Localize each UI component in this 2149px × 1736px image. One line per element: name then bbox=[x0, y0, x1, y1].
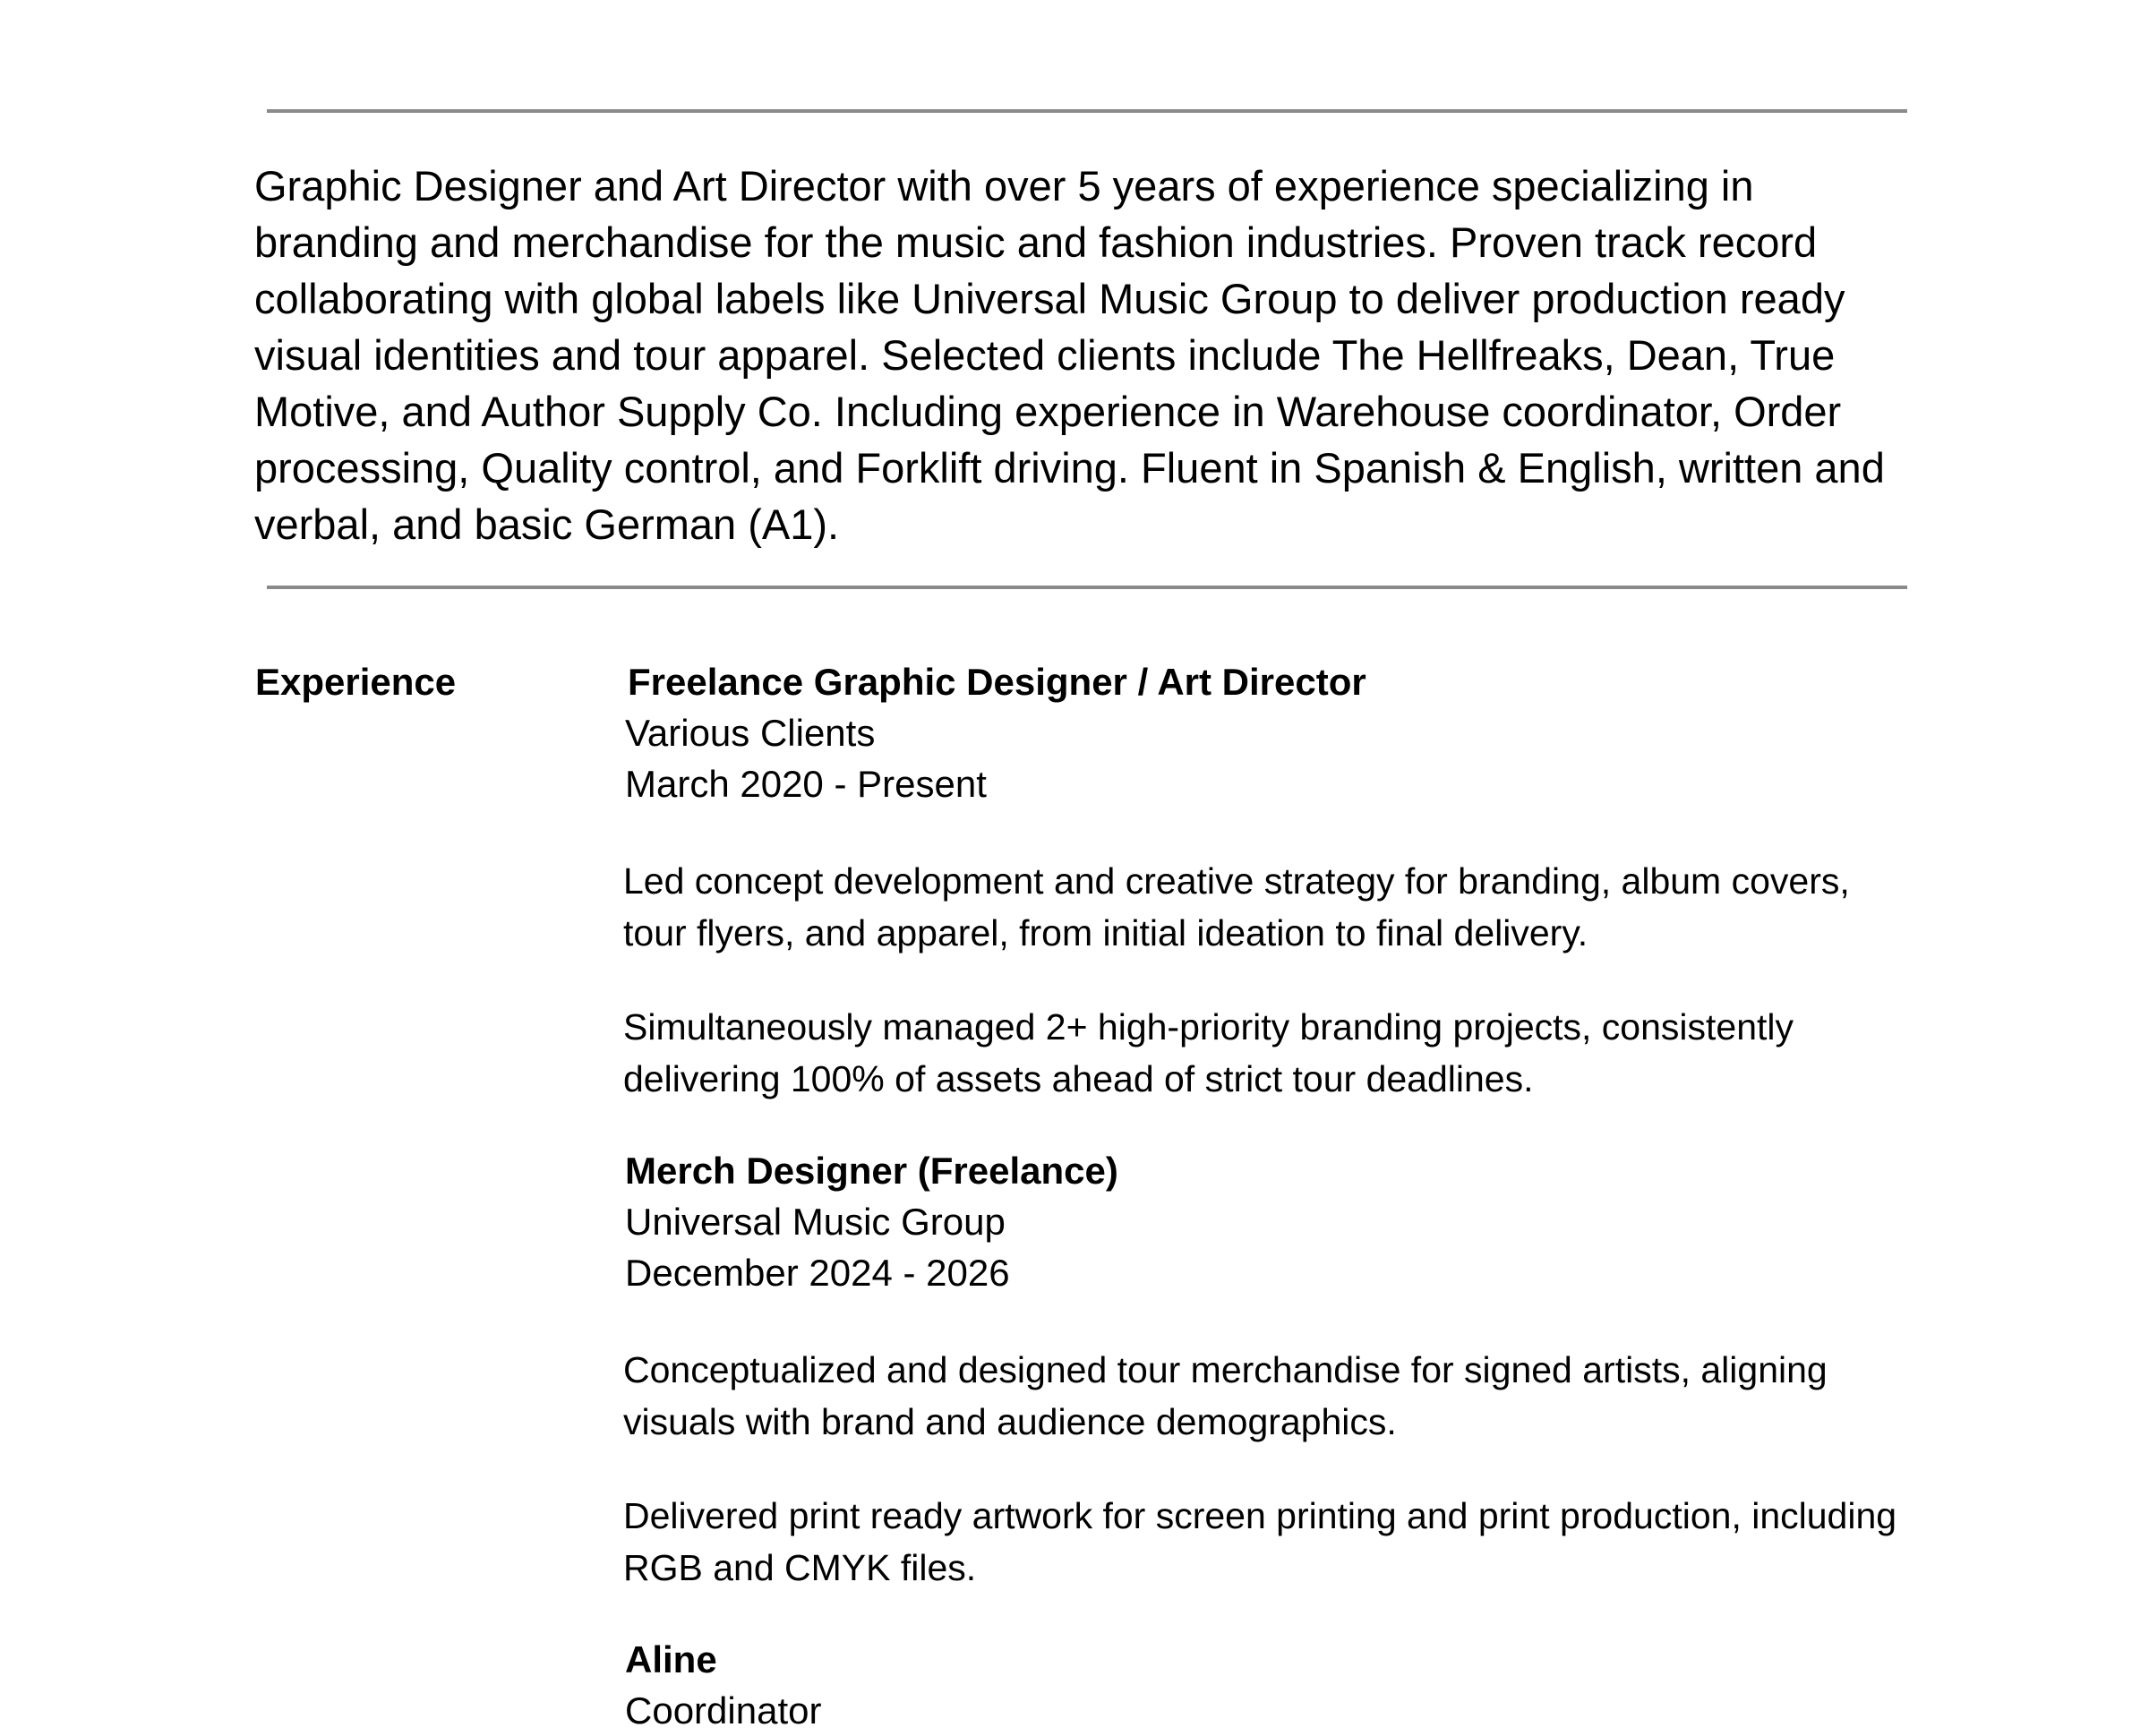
job-company: Various Clients bbox=[625, 712, 876, 754]
job-bullet: Delivered print ready artwork for screen printing and print production, including RGB and CMYK files. bbox=[623, 1495, 1897, 1588]
job-dates: December 2024 - 2026 bbox=[625, 1252, 1010, 1294]
job-entry bbox=[625, 656, 1914, 809]
job-title: Aline bbox=[625, 1638, 717, 1680]
job-company: Coordinator bbox=[625, 1689, 822, 1732]
job-company: Universal Music Group bbox=[625, 1201, 1006, 1243]
divider-bottom bbox=[267, 586, 1907, 589]
job-dates: March 2020 - Present bbox=[625, 763, 987, 805]
divider-top bbox=[267, 109, 1907, 113]
job-bullet: Simultaneously managed 2+ high-priority branding projects, consistently delivering 100% of assets ahead of strict tour deadlines. bbox=[623, 1006, 1794, 1099]
professional-summary: Graphic Designer and Art Director with over 5 years of experience specializing in branding and merchandise for the music and fashion industries. Proven track record collaborating with global labels like Universal Music Group to deliver production ready visual identities and tour apparel. Selected clients include The Hellfreaks, Dean, True Motive, and Author Supply Co. Including experience in Warehouse coordinator, Order processing, Quality control, and Forklift driving. Fluent in Spanish & English, written and verbal, and basic German (A1). bbox=[254, 162, 1885, 548]
job-bullet: Led concept development and creative strategy for branding, album covers, tour flyers, and apparel, from initial ideation to final delivery. bbox=[623, 860, 1850, 954]
experience-heading: Experience bbox=[255, 661, 457, 703]
job-title: Merch Designer (Freelance) bbox=[625, 1150, 1118, 1192]
job-title: Freelance Graphic Designer / Art Director bbox=[628, 661, 1366, 703]
job-bullet: Conceptualized and designed tour merchandise for signed artists, aligning visuals with brand and audience demographics. bbox=[623, 1349, 1828, 1442]
job-entry bbox=[625, 1145, 1914, 1298]
job-entry bbox=[625, 1634, 1914, 1736]
